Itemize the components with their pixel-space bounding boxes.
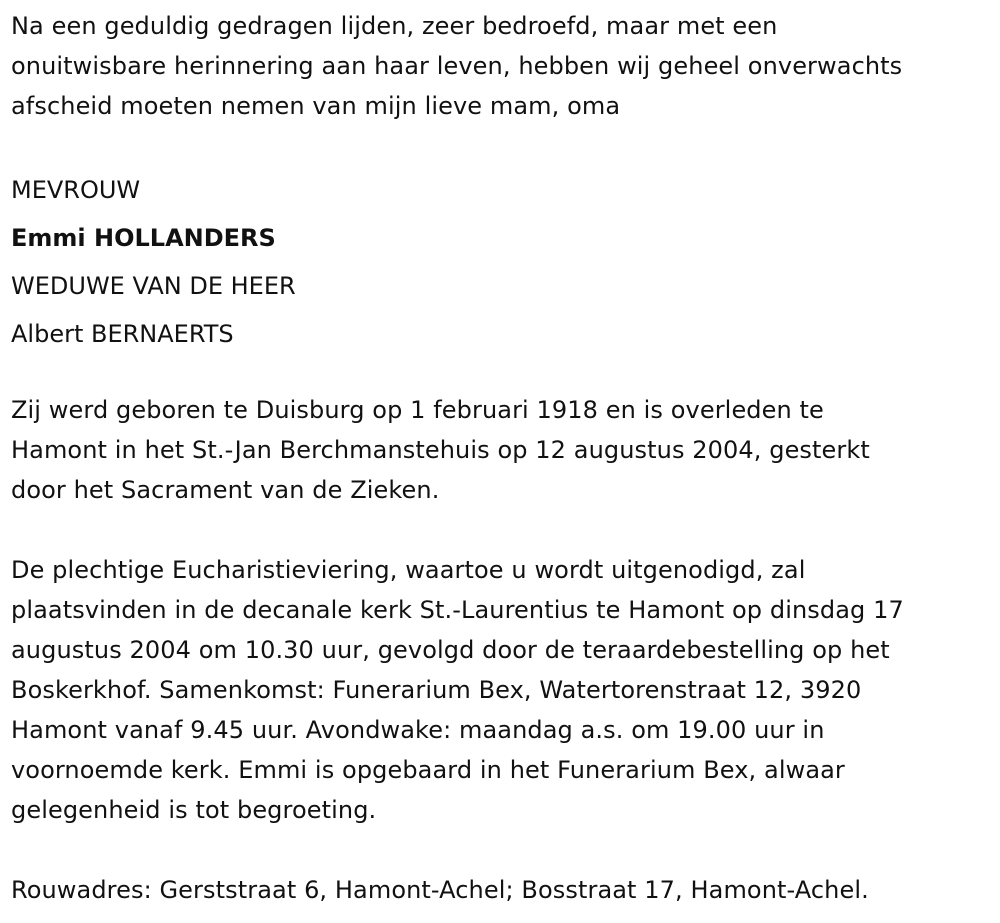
birth-death-line: Hamont in het St.-Jan Berchmanstehuis op 12 augustus 2004, gesterkt (11, 436, 870, 464)
paragraph-gap (11, 358, 996, 390)
ceremony-paragraph (11, 550, 996, 830)
intro-line: Na een geduldig gedragen lijden, zeer bedroefd, maar met een (11, 12, 778, 40)
birth-death-line: door het Sacrament van de Zieken. (11, 476, 440, 504)
paragraph-gap (11, 510, 996, 550)
ceremony-line: plaatsvinden in de decanale kerk St.-Laurentius te Hamont op dinsdag 17 (11, 596, 904, 624)
intro-paragraph (11, 6, 996, 126)
obituary-document (11, 6, 996, 910)
ceremony-line: Boskerkhof. Samenkomst: Funerarium Bex, Watertorenstraat 12, 3920 (11, 676, 862, 704)
paragraph-gap (11, 126, 996, 166)
mourning-address: Rouwadres: Gerststraat 6, Hamont-Achel; Bosstraat 17, Hamont-Achel. (11, 876, 869, 904)
intro-line: afscheid moeten nemen van mijn lieve mam, oma (11, 92, 621, 120)
person-relation: WEDUWE VAN DE HEER (11, 272, 296, 300)
paragraph-gap (11, 830, 996, 870)
spouse-name: Albert BERNAERTS (11, 320, 234, 348)
ceremony-line: voornoemde kerk. Emmi is opgebaard in het Funerarium Bex, alwaar (11, 756, 845, 784)
address-paragraph (11, 870, 996, 910)
ceremony-line: Hamont vanaf 9.45 uur. Avondwake: maandag a.s. om 19.00 uur in (11, 716, 825, 744)
birth-death-paragraph (11, 390, 996, 510)
ceremony-line: augustus 2004 om 10.30 uur, gevolgd door de teraardebestelling op het (11, 636, 890, 664)
person-block (11, 166, 996, 358)
birth-death-line: Zij werd geboren te Duisburg op 1 februari 1918 en is overleden te (11, 396, 824, 424)
ceremony-line: De plechtige Eucharistieviering, waartoe u wordt uitgenodigd, zal (11, 556, 806, 584)
ceremony-line: gelegenheid is tot begroeting. (11, 796, 377, 824)
person-name: Emmi HOLLANDERS (11, 224, 276, 252)
intro-line: onuitwisbare herinnering aan haar leven, hebben wij geheel onverwachts (11, 52, 903, 80)
person-title: MEVROUW (11, 176, 141, 204)
